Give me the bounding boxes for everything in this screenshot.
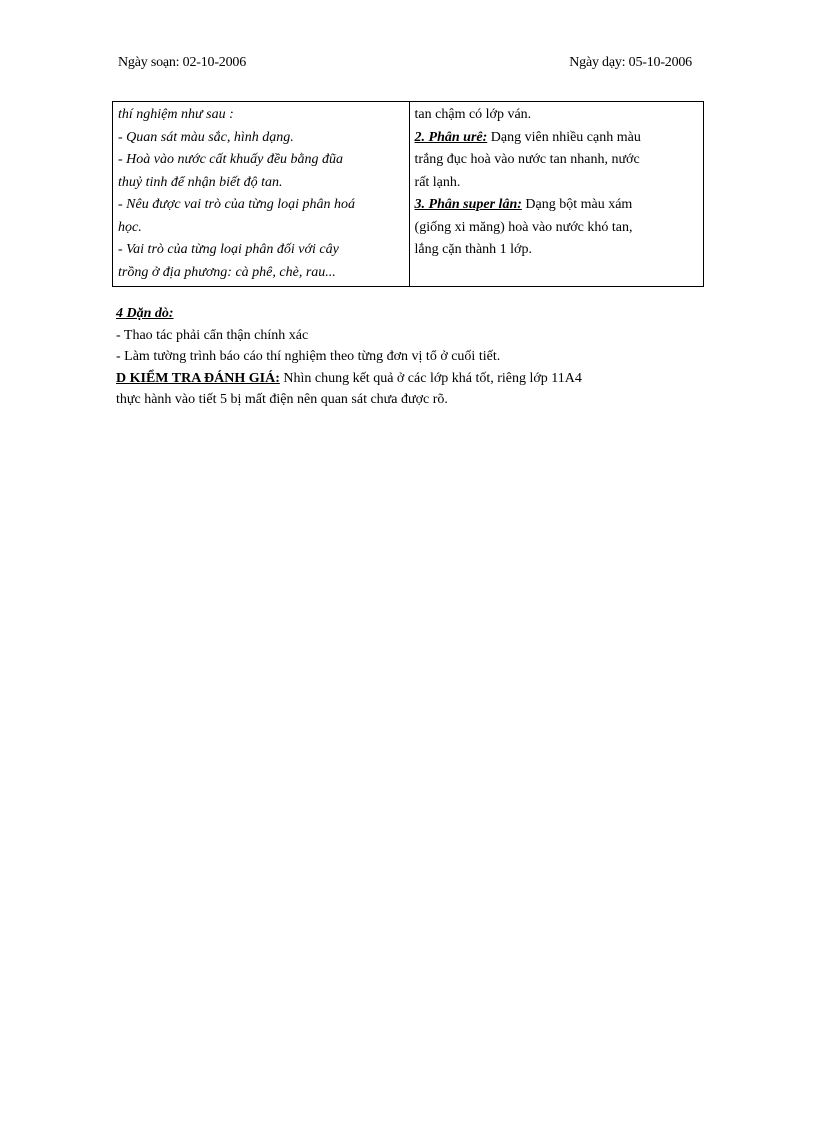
right-line: rất lạnh. [414,174,461,190]
ure-line [415,127,699,150]
right-line: (giống xi măng) hoà vào nước khó tan, [414,219,633,235]
left-line: trồng ở địa phương: cà phê, chè, rau... [118,264,336,280]
teach-date: Ngày dạy: 05-10-2006 [569,55,692,70]
left-line: thí nghiệm như sau : [118,107,234,122]
homework-title: 4 Dặn dò: [116,306,174,321]
left-line: thuỷ tinh để nhận biết độ tan. [118,174,283,190]
evaluation-text: Nhìn chung kết quả ở các lớp khá tốt, riêng lớp 11A4 [279,370,582,386]
right-line: lắng cặn thành 1 lớp. [414,242,532,257]
right-line: trắng đục hoà vào nước tan nhanh, nước [414,152,640,167]
evaluation-title: D KIỂM TRA ĐÁNH GIÁ: [116,370,280,386]
homework-section [116,303,716,411]
super-line [415,194,699,217]
left-line: học. [118,219,142,235]
left-line: - Quan sát màu sắc, hình dạng. [118,129,294,145]
table-cell-right [409,102,703,287]
table-row [113,102,704,287]
evaluation-text-2: thực hành vào tiết 5 bị mất điện nên quan sát chưa được rõ. [116,392,448,407]
left-line: - Hoà vào nước cất khuấy đều bằng đũa [118,152,344,167]
ure-text: Dạng viên nhiều cạnh màu [487,129,641,145]
super-title: 3. Phân super lân: [414,197,522,212]
lesson-table [112,101,704,287]
super-text: Dạng bột màu xám [521,197,633,212]
homework-item: - Thao tác phải cẩn thận chính xác [116,327,309,343]
left-line: - Nêu được vai trò của từng loại phân hoá [118,197,355,212]
evaluation-line [116,368,716,390]
right-line: tan chậm có lớp ván. [414,107,532,122]
left-line: - Vai trò của từng loại phân đối với cây [118,242,339,257]
ure-title: 2. Phân urê: [414,129,488,145]
table-cell-left [113,102,410,287]
prep-date: Ngày soạn: 02-10-2006 [118,55,247,70]
homework-item: - Làm tường trình báo cáo thí nghiệm theo từng đơn vị tổ ở cuối tiết. [116,349,501,364]
